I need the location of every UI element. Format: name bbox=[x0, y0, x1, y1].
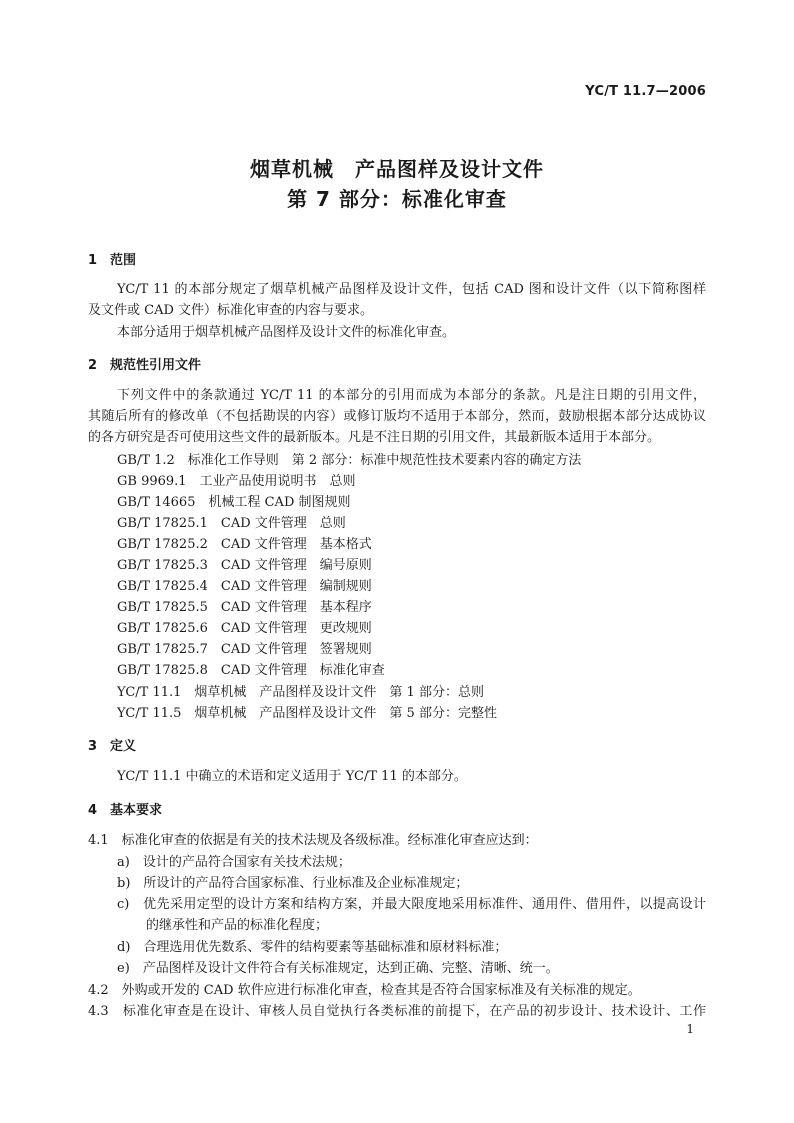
normative-reference: YC/T 11.1 烟草机械 产品图样及设计文件 第 1 部分：总则 bbox=[117, 685, 484, 700]
section-2-paragraph-1c: 的各方研究是否可使用这些文件的最新版本。凡是不注日期的引用文件，其最新版本适用于本部分。 bbox=[88, 430, 661, 445]
section-3-paragraph-1: YC/T 11.1 中确立的术语和定义适用于 YC/T 11 的本部分。 bbox=[117, 769, 467, 784]
normative-reference: GB 9969.1 工业产品使用说明书 总则 bbox=[117, 474, 356, 489]
normative-reference: GB/T 17825.7 CAD 文件管理 签署规则 bbox=[117, 642, 372, 657]
normative-reference: GB/T 17825.3 CAD 文件管理 编号原则 bbox=[117, 558, 372, 573]
clause-4-1: 4.1 标准化审查的依据是有关的技术法规及各级标准。经标准化审查应达到： bbox=[88, 833, 538, 848]
list-item-c: c) 优先采用定型的设计方案和结构方案，并最大限度地采用标准件、通用件、借用件，以提高设计 bbox=[117, 897, 706, 912]
list-item-e: e) 产品图样及设计文件符合有关标准规定，达到正确、完整、清晰、统一。 bbox=[117, 961, 559, 976]
page-number: 1 bbox=[686, 1022, 694, 1036]
list-item-a: a) 设计的产品符合国家有关技术法规； bbox=[117, 855, 351, 870]
clause-4-3: 4.3 标准化审查是在设计、审核人员自觉执行各类标准的前提下，在产品的初步设计、技术设计、工作 bbox=[88, 1004, 706, 1019]
section-2-heading: 2 规范性引用文件 bbox=[88, 358, 202, 373]
section-2-paragraph-1b: 其随后所有的修改单（不包括勘误的内容）或修订版均不适用于本部分，然而，鼓励根据本部分达成协议 bbox=[88, 409, 706, 424]
normative-reference: GB/T 17825.5 CAD 文件管理 基本程序 bbox=[117, 600, 372, 615]
section-2-paragraph-1a: 下列文件中的条款通过 YC/T 11 的本部分的引用而成为本部分的条款。凡是注日期的引用文件， bbox=[117, 388, 706, 403]
normative-reference: GB/T 17825.4 CAD 文件管理 编制规则 bbox=[117, 579, 372, 594]
section-1-paragraph-1a: YC/T 11 的本部分规定了烟草机械产品图样及设计文件，包括 CAD 图和设计文件（以下简称图样 bbox=[117, 282, 706, 297]
clause-4-2: 4.2 外购或开发的 CAD 软件应进行标准化审查，检查其是否符合国家标准及有关标准的规定。 bbox=[88, 983, 641, 998]
normative-reference: GB/T 1.2 标准化工作导则 第 2 部分：标准中规范性技术要素内容的确定方法 bbox=[117, 453, 582, 468]
list-item-c-continued: 的继承性和产品的标准化程度； bbox=[146, 918, 329, 933]
normative-reference: GB/T 17825.8 CAD 文件管理 标准化审查 bbox=[117, 663, 385, 678]
list-item-b: b) 所设计的产品符合国家标准、行业标准及企业标准规定； bbox=[117, 876, 469, 891]
normative-reference: YC/T 11.5 烟草机械 产品图样及设计文件 第 5 部分：完整性 bbox=[117, 706, 497, 721]
document-title-line-1: 烟草机械 产品图样及设计文件 bbox=[250, 157, 544, 181]
section-1-paragraph-1b: 及文件或 CAD 文件）标准化审查的内容与要求。 bbox=[88, 303, 374, 318]
section-1-heading: 1 范围 bbox=[88, 253, 137, 268]
normative-reference: GB/T 17825.2 CAD 文件管理 基本格式 bbox=[117, 537, 372, 552]
normative-reference: GB/T 17825.6 CAD 文件管理 更改规则 bbox=[117, 621, 372, 636]
section-4-heading: 4 基本要求 bbox=[88, 803, 163, 818]
normative-reference: GB/T 14665 机械工程 CAD 制图规则 bbox=[117, 495, 351, 510]
section-1-paragraph-2: 本部分适用于烟草机械产品图样及设计文件的标准化审查。 bbox=[117, 325, 456, 340]
section-3-heading: 3 定义 bbox=[88, 739, 137, 754]
document-title-line-2: 第 7 部分：标准化审查 bbox=[287, 187, 507, 211]
standard-code: YC/T 11.7—2006 bbox=[585, 84, 706, 99]
list-item-d: d) 合理选用优先数系、零件的结构要素等基础标准和原材料标准； bbox=[117, 940, 508, 955]
normative-reference: GB/T 17825.1 CAD 文件管理 总则 bbox=[117, 516, 346, 531]
